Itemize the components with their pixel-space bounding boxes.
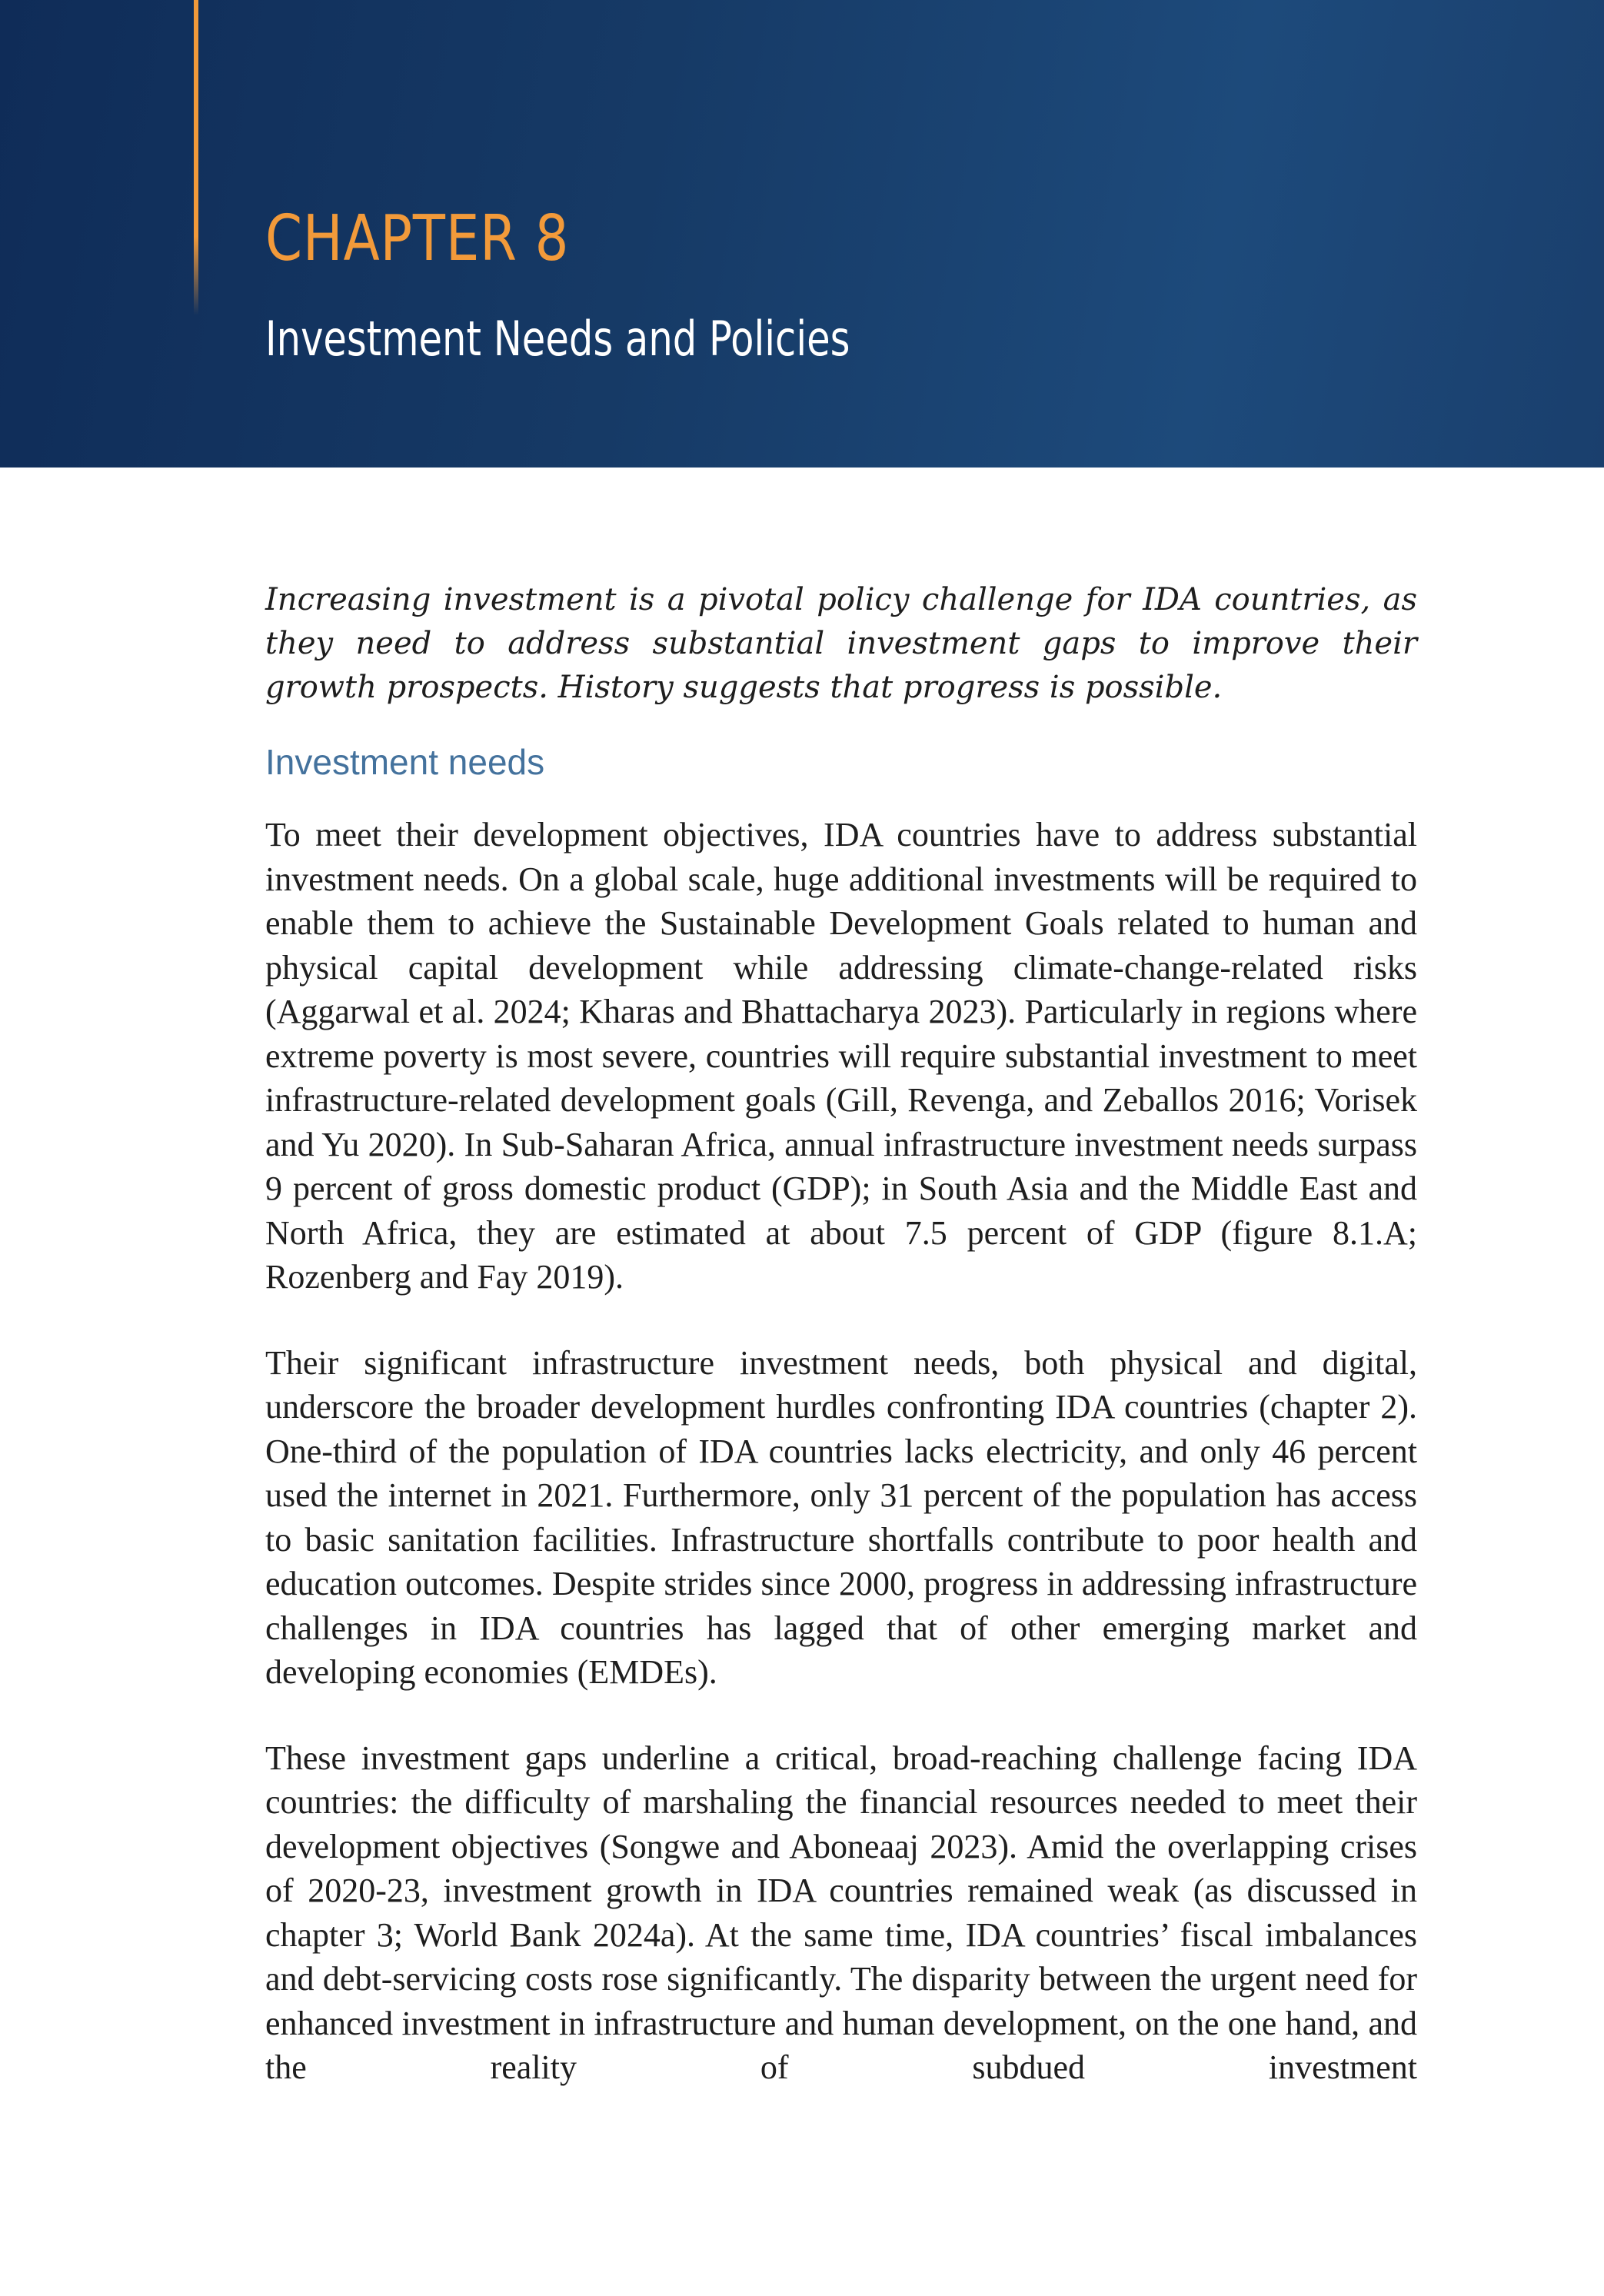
body-paragraph-3: These investment gaps underline a critical, broad-reaching challenge facing IDA countries: the difficulty of marshaling the financial resources needed to meet their development objectives (Songwe and Aboneaaj 2023). Amid the overlapping crises of 2020-23, investment growth in IDA countries remained weak (as discussed in chapter 3; World Bank 2024a). At the same time, IDA countries’ fiscal imbalances and debt-servicing costs rose significantly. The disparity between the urgent need for enhanced investment in infrastructure and human development, on the one hand, and the reality of subdued investment — [265, 1739, 1417, 2086]
chapter-intro: Increasing investment is a pivotal policy challenge for IDA countries, as they need to address substantial investment gaps to improve their growth prospects. History suggests that progress is possible. — [265, 582, 1417, 705]
section-heading-investment-needs: Investment needs — [265, 742, 545, 782]
chapter-header-band — [0, 0, 1604, 468]
body-paragraph-1: To meet their development objectives, IDA countries have to address substantial investment needs. On a global scale, huge additional investments will be required to enable them to achieve the Sustainable Development Goals related to human and physical capital development while addressing climate-change-related risks (Aggarwal et al. 2024; Kharas and Bhattacharya 2023). Particularly in regions where extreme poverty is most severe, countries will require substantial investment to meet infrastructure-related development goals (Gill, Revenga, and Zeballos 2016; Vorisek and Yu 2020). In Sub-Saharan Africa, annual infrastructure investment needs surpass 9 percent of gross domestic product (GDP); in South Asia and the Middle East and North Africa, they are estimated at about 7.5 percent of GDP (figure 8.1.A; Rozenberg and Fay 2019). — [265, 816, 1417, 1296]
orange-accent-rule — [194, 0, 198, 315]
chapter-label: CHAPTER 8 — [265, 202, 570, 275]
body-paragraph-2: Their significant infrastructure investment needs, both physical and digital, underscore the broader development hurdles confronting IDA countries (chapter 2). One-third of the population of IDA countries lacks electricity, and only 46 percent used the internet in 2021. Furthermore, only 31 percent of the population has access to basic sanitation facilities. Infrastructure shortfalls contribute to poor health and education outcomes. Despite strides since 2000, progress in addressing infrastructure challenges in IDA countries has lagged that of other emerging market and developing economies (EMDEs). — [265, 1343, 1417, 1691]
chapter-title: Investment Needs and Policies — [265, 311, 850, 367]
chapter-body — [265, 578, 1417, 2090]
